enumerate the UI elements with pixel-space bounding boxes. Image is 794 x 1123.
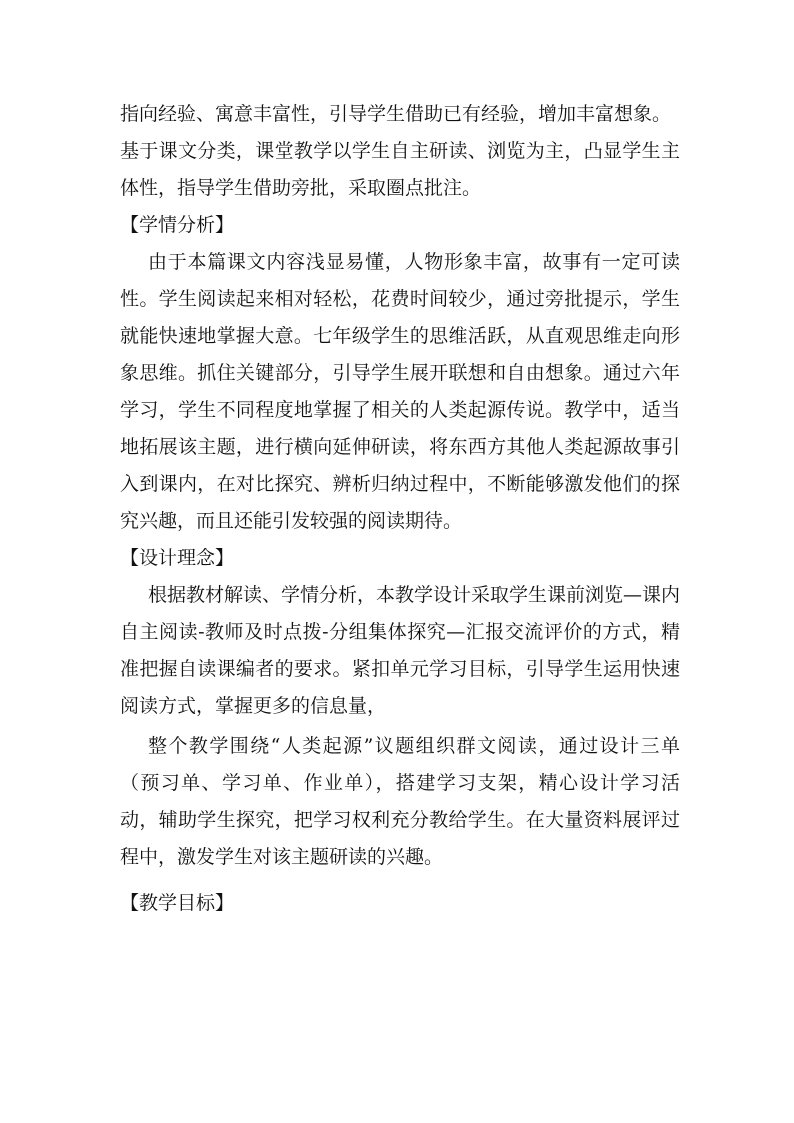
section-heading-learning-analysis: 【学情分析】 bbox=[120, 214, 235, 236]
intro-paragraph-2: 基于课文分类，课堂教学以学生自主研读、浏览为主，凸显学生主体性，指导学生借助旁批，采取圈点批注。 bbox=[120, 140, 680, 199]
design-concept-paragraph-2: 整个教学围绕“人类起源”议题组织群文阅读，通过设计三单（预习单、学习单、作业单），搭建学习支架，精心设计学习活动，辅助学生探究，把学习权利充分教给学生。在大量资料展评过程中，激发学生对该主题研读的兴趣。 bbox=[120, 735, 680, 868]
intro-paragraph-1: 指向经验、寓意丰富性，引导学生借助已有经验，增加丰富想象。 bbox=[120, 103, 672, 125]
section-heading-teaching-goals: 【教学目标】 bbox=[120, 892, 235, 914]
document-page bbox=[120, 96, 680, 922]
design-concept-paragraph-1: 根据教材解读、学情分析，本教学设计采取学生课前浏览—课内自主阅读-教师及时点拨-分组集体探究—汇报交流评价的方式，精准把握自读课编者的要求。紧扣单元学习目标，引导学生运用快速阅读方式，掌握更多的信息量， bbox=[120, 584, 681, 717]
section-heading-design-concept: 【设计理念】 bbox=[120, 547, 235, 569]
learning-analysis-paragraph: 由于本篇课文内容浅显易懂，人物形象丰富，故事有一定可读性。学生阅读起来相对轻松，花费时间较少，通过旁批提示，学生就能快速地掌握大意。七年级学生的思维活跃，从直观思维走向形象思维。抓住关键部分，引导学生展开联想和自由想象。通过六年学习，学生不同程度地掌握了相关的人类起源传说。教学中，适当地拓展该主题，进行横向延伸研读，将东西方其他人类起源故事引入到课内，在对比探究、辨析归纳过程中，不断能够激发他们的探究兴趣，而且还能引发较强的阅读期待。 bbox=[120, 251, 680, 532]
